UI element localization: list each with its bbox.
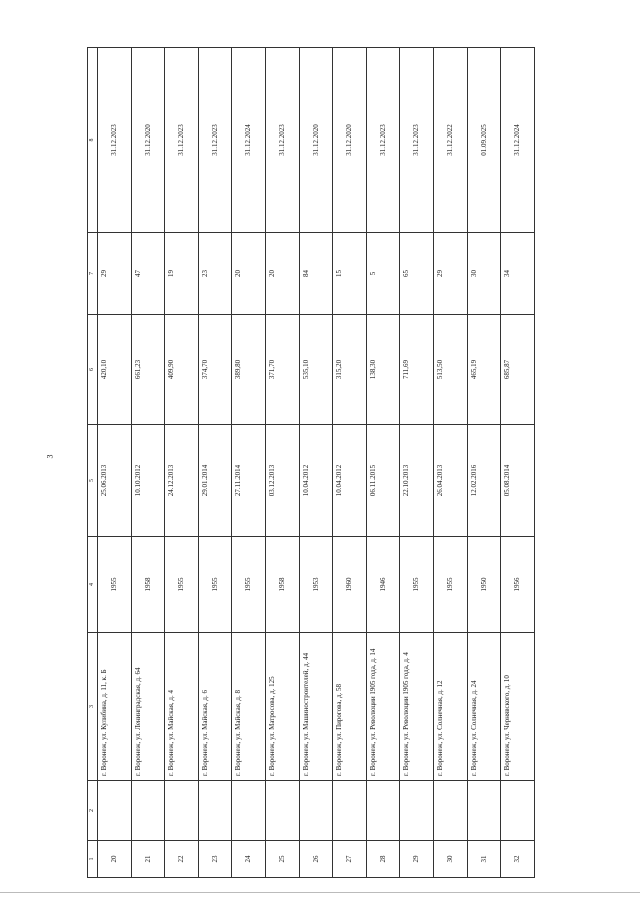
row-year: 1946 bbox=[366, 537, 400, 633]
row-address: г. Воронеж, ул. Революции 1905 года, д. 14 bbox=[366, 633, 400, 781]
row-area: 465,19 bbox=[467, 315, 501, 425]
row-name bbox=[165, 781, 199, 841]
row-date: 27.11.2014 bbox=[232, 425, 266, 537]
row-percent: 30 bbox=[467, 233, 501, 315]
row-date: 03.12.2013 bbox=[266, 425, 300, 537]
row-number: 21 bbox=[131, 841, 165, 878]
row-percent: 29 bbox=[434, 233, 468, 315]
row-name bbox=[266, 781, 300, 841]
row-date: 26.04.2013 bbox=[434, 425, 468, 537]
row-number: 29 bbox=[400, 841, 434, 878]
table-row bbox=[165, 48, 199, 878]
row-year: 1955 bbox=[232, 537, 266, 633]
row-area: 389,80 bbox=[232, 315, 266, 425]
row-area: 661,23 bbox=[131, 315, 165, 425]
row-number: 27 bbox=[333, 841, 367, 878]
row-area: 685,87 bbox=[501, 315, 535, 425]
row-name bbox=[98, 781, 132, 841]
row-name bbox=[299, 781, 333, 841]
table-row bbox=[366, 48, 400, 878]
row-area: 711,69 bbox=[400, 315, 434, 425]
row-year: 1958 bbox=[131, 537, 165, 633]
row-number: 25 bbox=[266, 841, 300, 878]
row-percent: 20 bbox=[266, 233, 300, 315]
row-date: 10.04.2012 bbox=[299, 425, 333, 537]
column-header-8: 8 bbox=[88, 48, 98, 233]
row-area: 513,50 bbox=[434, 315, 468, 425]
row-date: 10.04.2012 bbox=[333, 425, 367, 537]
row-address: г. Воронеж, ул. Чернявского, д. 10 bbox=[501, 633, 535, 781]
row-name bbox=[232, 781, 266, 841]
table-row bbox=[400, 48, 434, 878]
row-address: г. Воронеж, ул. Кулибина, д. 11, к. Б bbox=[98, 633, 132, 781]
column-header-6: 6 bbox=[88, 315, 98, 425]
row-year: 1955 bbox=[400, 537, 434, 633]
row-date: 10.10.2012 bbox=[131, 425, 165, 537]
row-area: 371,70 bbox=[266, 315, 300, 425]
row-percent: 47 bbox=[131, 233, 165, 315]
row-area: 420,10 bbox=[98, 315, 132, 425]
row-percent: 34 bbox=[501, 233, 535, 315]
row-area: 374,70 bbox=[198, 315, 232, 425]
row-year: 1956 bbox=[501, 537, 535, 633]
row-name bbox=[366, 781, 400, 841]
row-name bbox=[131, 781, 165, 841]
row-deadline: 31.12.2023 bbox=[266, 48, 300, 233]
table-row bbox=[131, 48, 165, 878]
column-header-1: 1 bbox=[88, 841, 98, 878]
row-deadline: 31.12.2023 bbox=[98, 48, 132, 233]
table-row bbox=[333, 48, 367, 878]
row-address: г. Воронеж, ул. Солнечная, д. 12 bbox=[434, 633, 468, 781]
column-header-2: 2 bbox=[88, 781, 98, 841]
row-percent: 5 bbox=[366, 233, 400, 315]
row-deadline: 31.12.2020 bbox=[131, 48, 165, 233]
row-number: 26 bbox=[299, 841, 333, 878]
column-header-4: 4 bbox=[88, 537, 98, 633]
row-number: 31 bbox=[467, 841, 501, 878]
row-number: 28 bbox=[366, 841, 400, 878]
row-address: г. Воронеж, ул. Солнечная, д. 24 bbox=[467, 633, 501, 781]
row-number: 24 bbox=[232, 841, 266, 878]
row-year: 1955 bbox=[434, 537, 468, 633]
row-date: 25.06.2013 bbox=[98, 425, 132, 537]
row-deadline: 31.12.2023 bbox=[366, 48, 400, 233]
row-address: г. Воронеж, ул. Матросова, д. 125 bbox=[266, 633, 300, 781]
row-address: г. Воронеж, ул. Майская, д. 8 bbox=[232, 633, 266, 781]
row-deadline: 01.09.2025 bbox=[467, 48, 501, 233]
row-deadline: 31.12.2020 bbox=[299, 48, 333, 233]
row-percent: 20 bbox=[232, 233, 266, 315]
row-area: 138,30 bbox=[366, 315, 400, 425]
row-name bbox=[434, 781, 468, 841]
row-area: 409,90 bbox=[165, 315, 199, 425]
row-deadline: 31.12.2024 bbox=[232, 48, 266, 233]
row-area: 535,10 bbox=[299, 315, 333, 425]
row-year: 1960 bbox=[333, 537, 367, 633]
row-address: г. Воронеж, ул. Майская, д. 4 bbox=[165, 633, 199, 781]
row-percent: 65 bbox=[400, 233, 434, 315]
row-number: 32 bbox=[501, 841, 535, 878]
row-address: г. Воронеж, ул. Майская, д. 6 bbox=[198, 633, 232, 781]
row-address: г. Воронеж, ул. Революции 1905 года, д. 4 bbox=[400, 633, 434, 781]
row-number: 23 bbox=[198, 841, 232, 878]
column-header-3: 3 bbox=[88, 633, 98, 781]
page-divider bbox=[0, 892, 640, 893]
column-header-5: 5 bbox=[88, 425, 98, 537]
table-row bbox=[434, 48, 468, 878]
row-deadline: 31.12.2022 bbox=[434, 48, 468, 233]
rotated-table bbox=[87, 48, 535, 878]
row-date: 24.12.2013 bbox=[165, 425, 199, 537]
row-deadline: 31.12.2024 bbox=[501, 48, 535, 233]
row-date: 05.08.2014 bbox=[501, 425, 535, 537]
row-percent: 84 bbox=[299, 233, 333, 315]
table-row bbox=[467, 48, 501, 878]
row-name bbox=[501, 781, 535, 841]
table-row bbox=[98, 48, 132, 878]
row-address: г. Воронеж, ул. Пирогова, д. 58 bbox=[333, 633, 367, 781]
row-number: 20 bbox=[98, 841, 132, 878]
table-container bbox=[87, 48, 535, 878]
row-area: 315,20 bbox=[333, 315, 367, 425]
row-number: 22 bbox=[165, 841, 199, 878]
row-year: 1950 bbox=[467, 537, 501, 633]
row-name bbox=[333, 781, 367, 841]
row-address: г. Воронеж, ул. Машиностроителей, д. 44 bbox=[299, 633, 333, 781]
row-deadline: 31.12.2023 bbox=[198, 48, 232, 233]
table-row bbox=[232, 48, 266, 878]
page-number: 3 bbox=[45, 454, 55, 459]
row-percent: 19 bbox=[165, 233, 199, 315]
row-deadline: 31.12.2020 bbox=[333, 48, 367, 233]
header-row bbox=[88, 48, 98, 878]
table-row bbox=[501, 48, 535, 878]
row-name bbox=[198, 781, 232, 841]
row-date: 22.10.2013 bbox=[400, 425, 434, 537]
row-percent: 23 bbox=[198, 233, 232, 315]
row-date: 29.01.2014 bbox=[198, 425, 232, 537]
row-date: 12.02.2016 bbox=[467, 425, 501, 537]
row-date: 06.11.2015 bbox=[366, 425, 400, 537]
row-year: 1955 bbox=[98, 537, 132, 633]
row-name bbox=[400, 781, 434, 841]
row-year: 1958 bbox=[266, 537, 300, 633]
buildings-table bbox=[87, 47, 535, 878]
row-number: 30 bbox=[434, 841, 468, 878]
table-row bbox=[266, 48, 300, 878]
column-header-7: 7 bbox=[88, 233, 98, 315]
row-deadline: 31.12.2023 bbox=[400, 48, 434, 233]
row-year: 1955 bbox=[198, 537, 232, 633]
row-name bbox=[467, 781, 501, 841]
row-deadline: 31.12.2023 bbox=[165, 48, 199, 233]
table-row bbox=[299, 48, 333, 878]
row-address: г. Воронеж, ул. Ленинградская, д. 64 bbox=[131, 633, 165, 781]
row-percent: 15 bbox=[333, 233, 367, 315]
row-year: 1953 bbox=[299, 537, 333, 633]
row-percent: 29 bbox=[98, 233, 132, 315]
row-year: 1955 bbox=[165, 537, 199, 633]
table-row bbox=[198, 48, 232, 878]
table-body bbox=[98, 48, 535, 878]
